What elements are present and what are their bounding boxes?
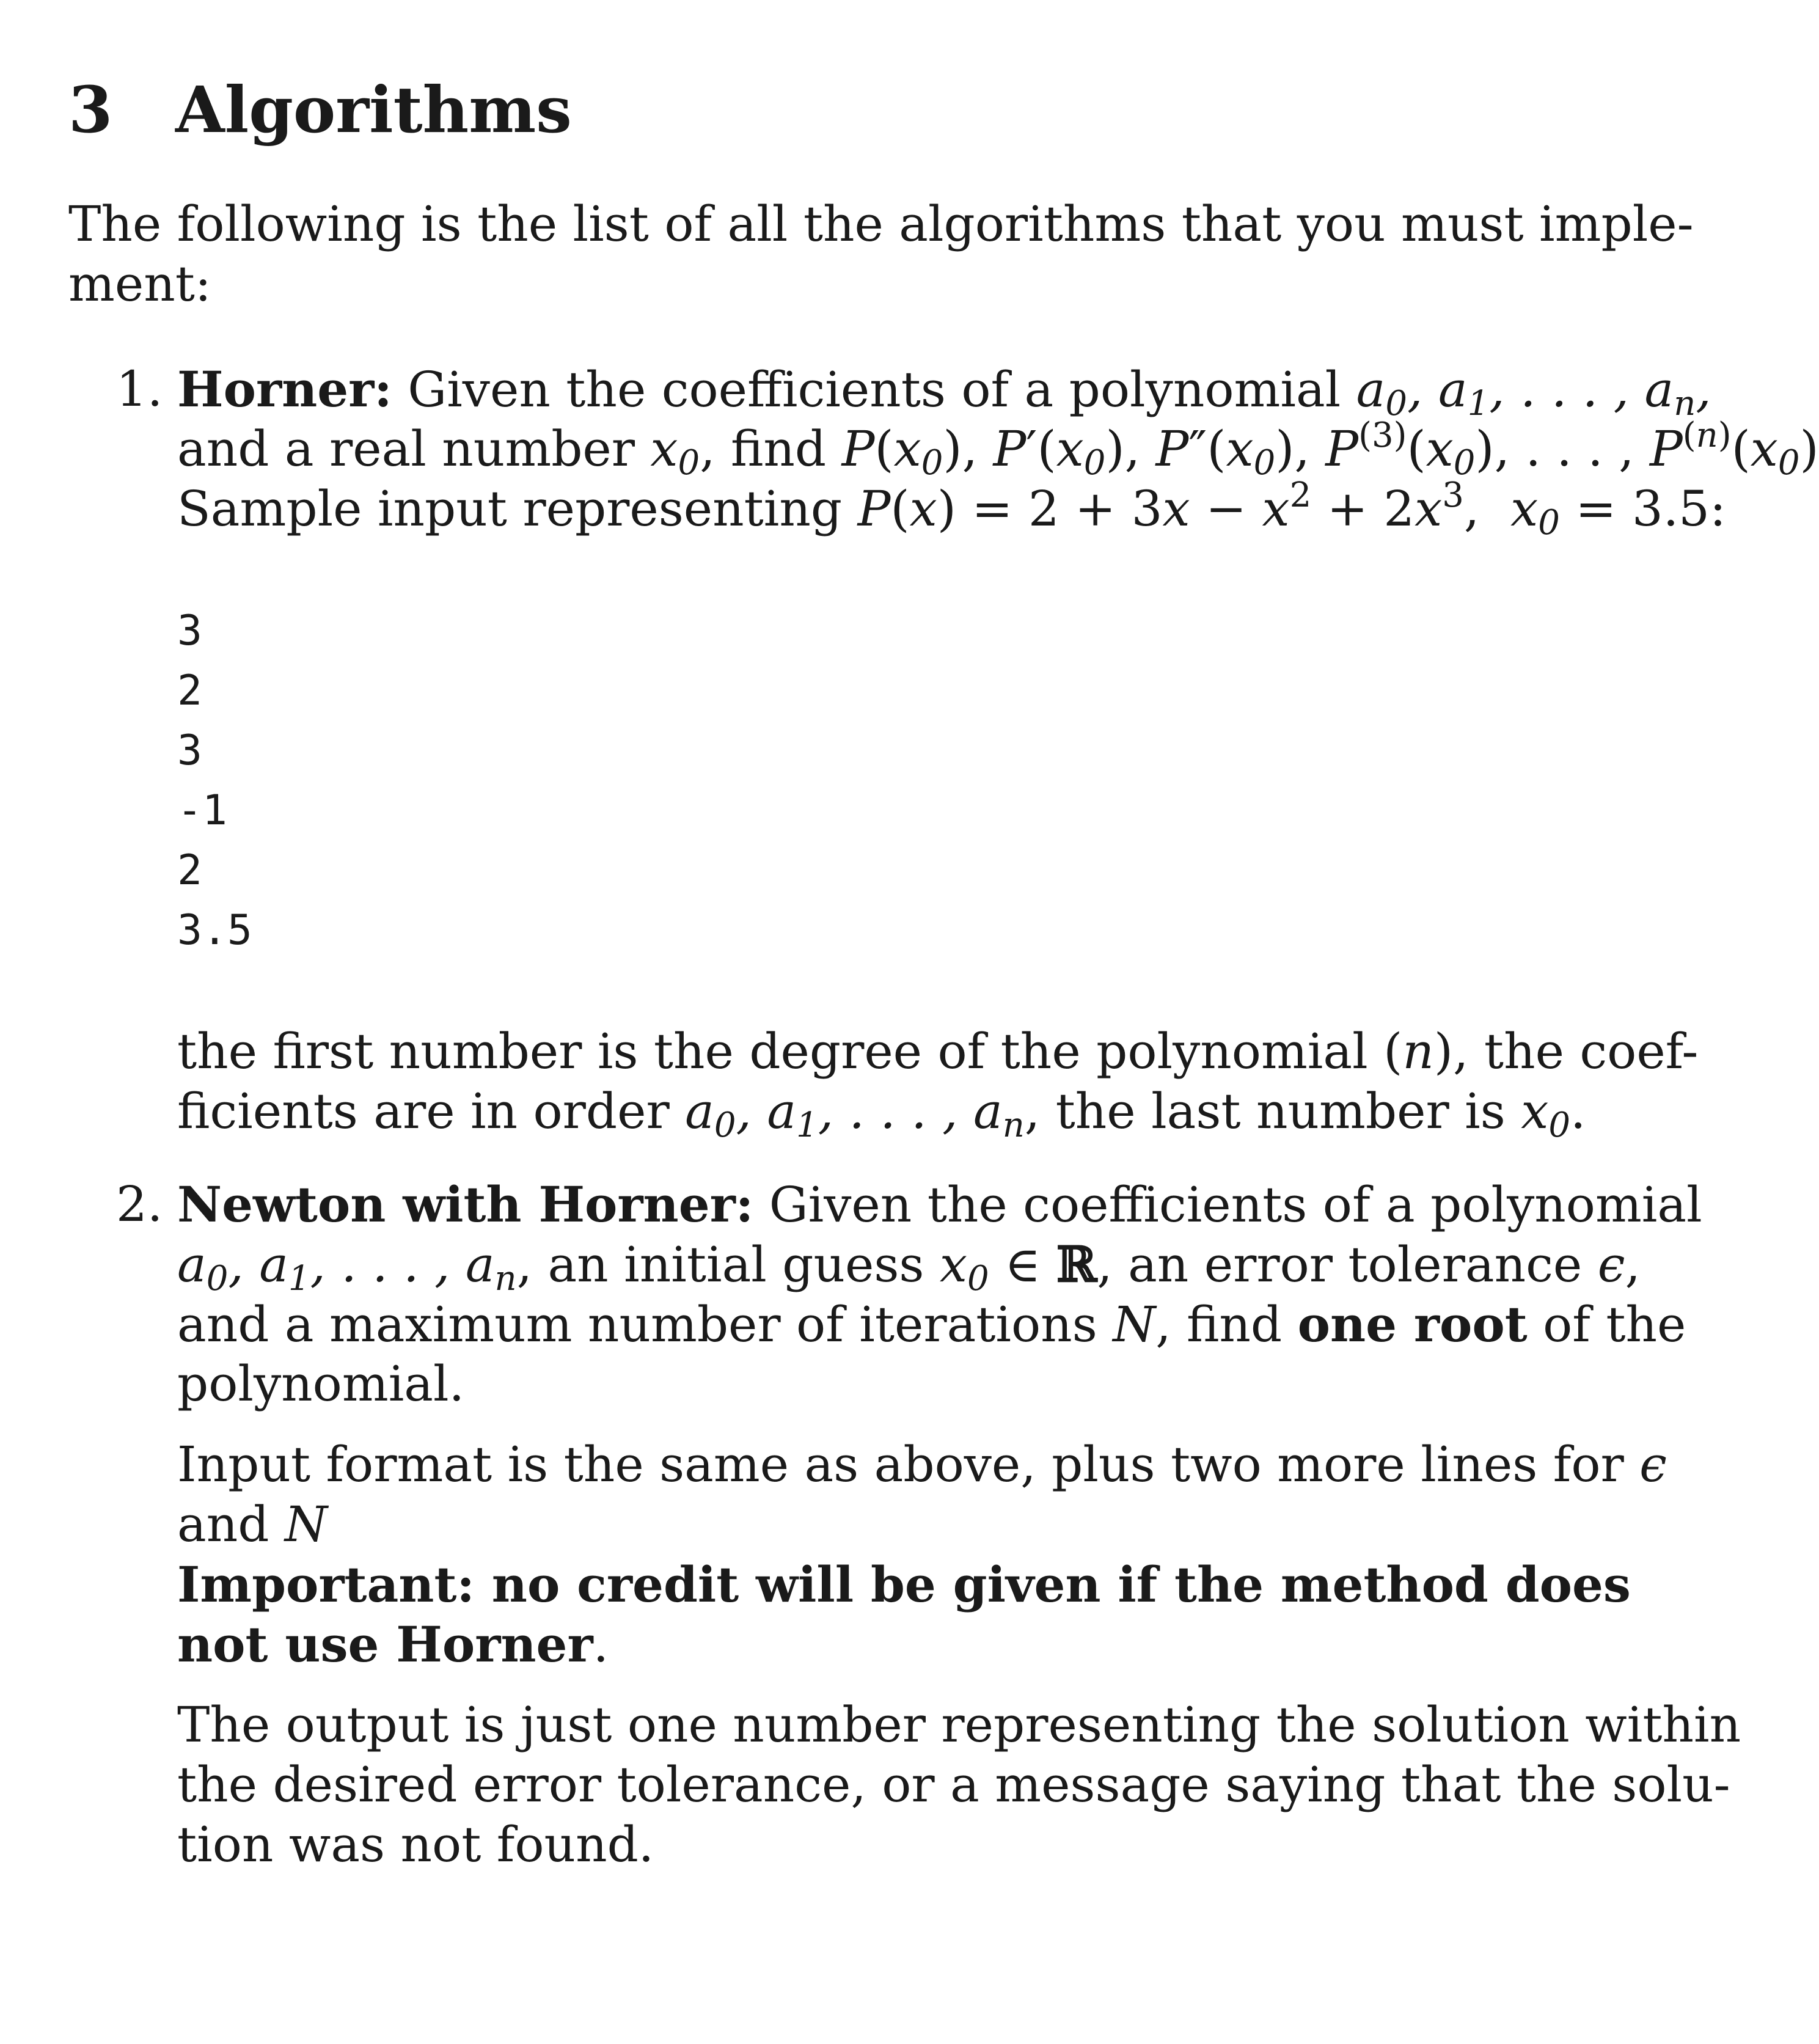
item2-important-line-2: not use Horner. (177, 1616, 609, 1673)
item2-one-root: one root (1297, 1295, 1528, 1353)
item2-input-text-a: Input format is the same as above, plus two more lines for (177, 1436, 1624, 1493)
sample-input-line: 3 (177, 727, 202, 775)
intro-line-1: The following is the list of all the algorithms that you must imple- (68, 196, 1694, 252)
item2-title: Newton with Horner: (177, 1176, 754, 1233)
item2-line-1 (177, 1174, 1702, 1235)
item2-input-line-1: Input format is the same as above, plus two more lines for ϵ (177, 1436, 1667, 1493)
item1-text-c: , find (700, 420, 827, 477)
item1-after-text-d: , the last number is (1024, 1083, 1506, 1140)
item1-text-a: Given the coefficients of a polynomial (408, 361, 1341, 418)
item2-output-line-1: The output is just one number representing the solution within (177, 1696, 1741, 1753)
item2-important-text-b: not use Horner (177, 1616, 593, 1673)
item1-after-text-c: ficients are in order (177, 1083, 670, 1140)
sample-input-line: 3 (177, 607, 202, 655)
item1-after-line-1: the first number is the degree of the polynomial (n), the coef- (177, 1023, 1699, 1080)
item1-line-3: Sample input representing $P(x) = 2 + 3x - x^2 + 2x^3$, $x_0 = 3.5$: (177, 475, 1727, 543)
item1-after-line-2: ficients are in order $a_0$, $a_1$, . . . , $a_n$, the last number is $x_0$. (177, 1083, 1586, 1145)
item2-important-text-a: Important: no credit will be given if the method does (177, 1556, 1631, 1613)
item2-line-4: polynomial. (177, 1355, 464, 1412)
section-heading (68, 73, 572, 147)
item2-output-line-3: tion was not found. (177, 1816, 654, 1873)
item2-text-e: , find (1155, 1296, 1283, 1353)
item1-title: Horner: (177, 361, 392, 418)
section-title: Algorithms (175, 72, 572, 147)
item1-line-2: and a real number $x_0$, find $P(x_0)$, $P'(x_0)$, $P''(x_0)$, $P^{(3)}(x_0)$, . . . , $P^{(n)}(x_0)$ (177, 416, 1819, 483)
item1-after-text-b: ), the coef- (1433, 1023, 1699, 1080)
item2-text-b: , an initial guess (516, 1236, 924, 1293)
item2-output-line-2: the desired error tolerance, or a message saying that the solu- (177, 1756, 1730, 1813)
item2-text-f: of the (1543, 1296, 1686, 1353)
item1-line-1: Horner: Given the coefficients of a polynomial $a_0$, $a_1$, . . . , $a_n$, (177, 361, 1711, 423)
item2-line-2: $a_0$, $a_1$, . . . , $a_n$, an initial guess $x_0$ ∈ ℝ, an error tolerance ϵ, (177, 1236, 1641, 1299)
item2-text-d: and a maximum number of iterations (177, 1296, 1097, 1353)
item2-input-text-b: and (177, 1496, 269, 1553)
list-number-1: 1. (116, 361, 163, 417)
item2-text-c: , an error tolerance (1097, 1236, 1583, 1293)
item1-after-text-a: the first number is the degree of the polynomial ( (177, 1023, 1403, 1080)
item2-important-line-1 (177, 1555, 1631, 1615)
item1-sample-label: Sample input representing (177, 480, 843, 537)
item2-text-a: Given the coefficients of a polynomial (769, 1176, 1702, 1233)
intro-line-2: ment: (68, 255, 211, 312)
item1-text-b: and a real number (177, 420, 635, 477)
sample-input-line: 2 (177, 667, 202, 715)
item2-input-line-2: and N (177, 1496, 328, 1553)
sample-input-line: 3.5 (177, 906, 252, 954)
sample-input-line: 2 (177, 846, 202, 895)
item2-line-3: and a maximum number of iterations N, find one root of the (177, 1295, 1686, 1353)
section-number: 3 (68, 72, 113, 147)
sample-input-line: -1 (177, 786, 227, 835)
list-number-2: 2. (116, 1176, 163, 1233)
